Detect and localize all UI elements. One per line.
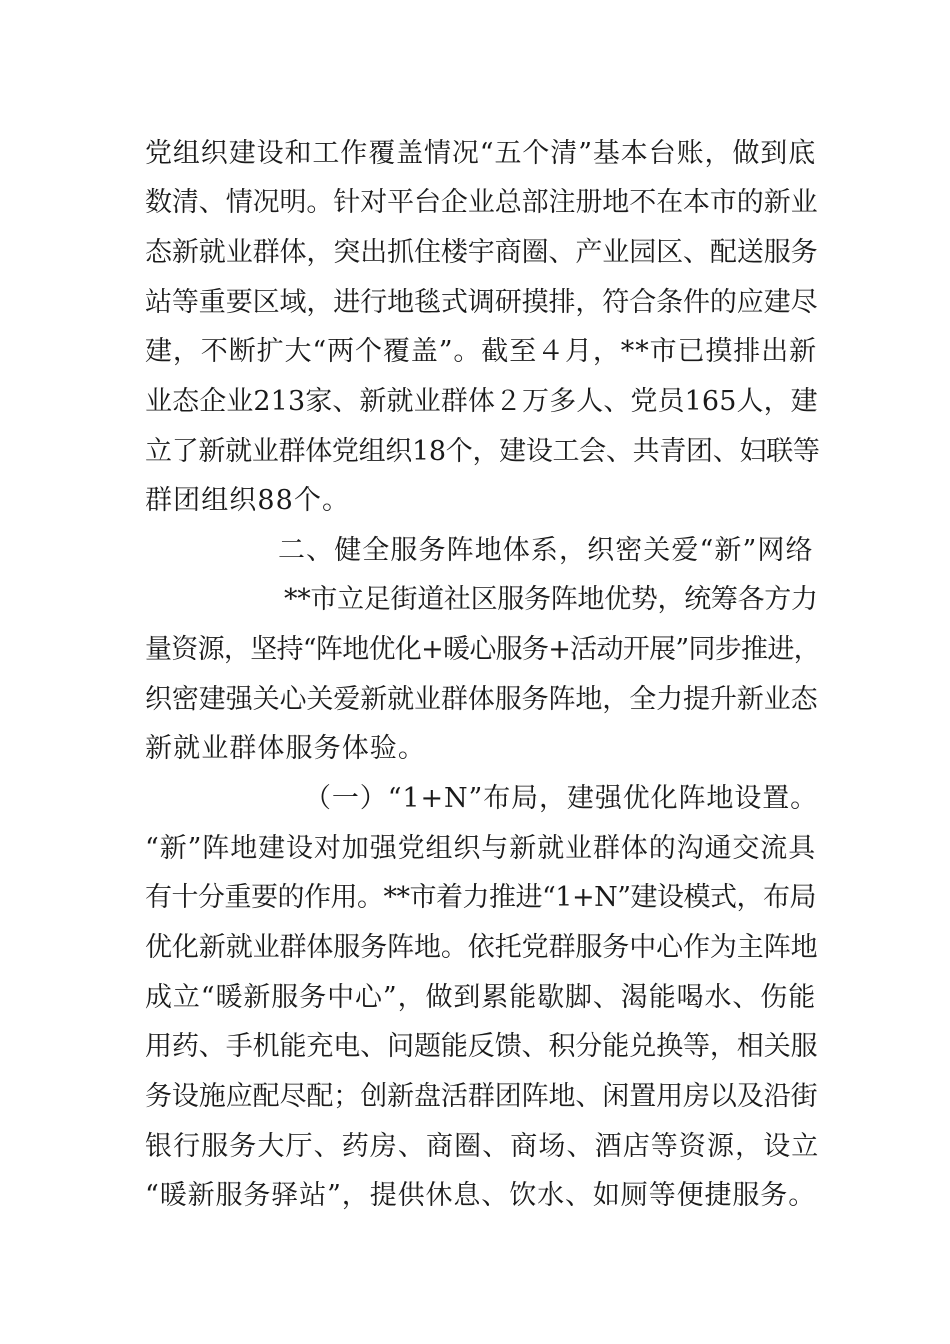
paragraph-line: **市立足街道社区服务阵地优势，统筹各方力: [284, 584, 818, 615]
paragraph-line: 量资源，坚持“阵地优化+暖心服务+活动开展”同步推进，: [145, 634, 820, 665]
paragraph-line: 成立“暖新服务中心”，做到累能歇脚、渴能喝水、伤能: [145, 982, 817, 1013]
paragraph-line: 群团组织88个。: [145, 485, 351, 516]
paragraph-line: 优化新就业群体服务阵地。依托党群服务中心作为主阵地: [145, 932, 818, 963]
paragraph-line: 有十分重要的作用。**市着力推进“1+N”建设模式，布局: [145, 882, 817, 913]
section-heading: 二、健全服务阵地体系，织密关爱“新”网络: [278, 535, 814, 566]
paragraph-line: 立了新就业群体党组织18个，建设工会、共青团、妇联等: [145, 436, 820, 467]
paragraph-line: “暖新服务驿站”，提供休息、饮水、如厕等便捷服务。: [145, 1180, 817, 1211]
paragraph-line: 建，不断扩大“两个覆盖”。截至４月，**市已摸排出新: [145, 336, 818, 367]
paragraph-line: 银行服务大厅、药房、商圈、商场、酒店等资源，设立: [145, 1131, 820, 1162]
paragraph-line: 务设施应配尽配；创新盘活群团阵地、闲置用房以及沿街: [145, 1081, 818, 1112]
subsection-heading: （一）“1+N”布局，建强优化阵地设置。: [304, 783, 819, 814]
paragraph-line: 数清、情况明。针对平台企业总部注册地不在本市的新业: [145, 187, 818, 218]
paragraph-line: 态新就业群体，突出抓住楼宇商圈、产业园区、配送服务: [145, 237, 818, 268]
paragraph-line: 党组织建设和工作覆盖情况“五个清”基本台账，做到底: [145, 138, 817, 169]
paragraph-line: 织密建强关心关爱新就业群体服务阵地，全力提升新业态: [145, 684, 818, 715]
paragraph-line: 新就业群体服务体验。: [145, 733, 426, 764]
paragraph-line: 站等重要区域，进行地毯式调研摸排，符合条件的应建尽: [145, 287, 818, 318]
paragraph-line: 用药、手机能充电、问题能反馈、积分能兑换等，相关服: [145, 1031, 818, 1062]
paragraph-line: 业态企业213家、新就业群体２万多人、党员165人，建: [145, 386, 818, 417]
paragraph-line: “新”阵地建设对加强党组织与新就业群体的沟通交流具: [145, 833, 817, 864]
